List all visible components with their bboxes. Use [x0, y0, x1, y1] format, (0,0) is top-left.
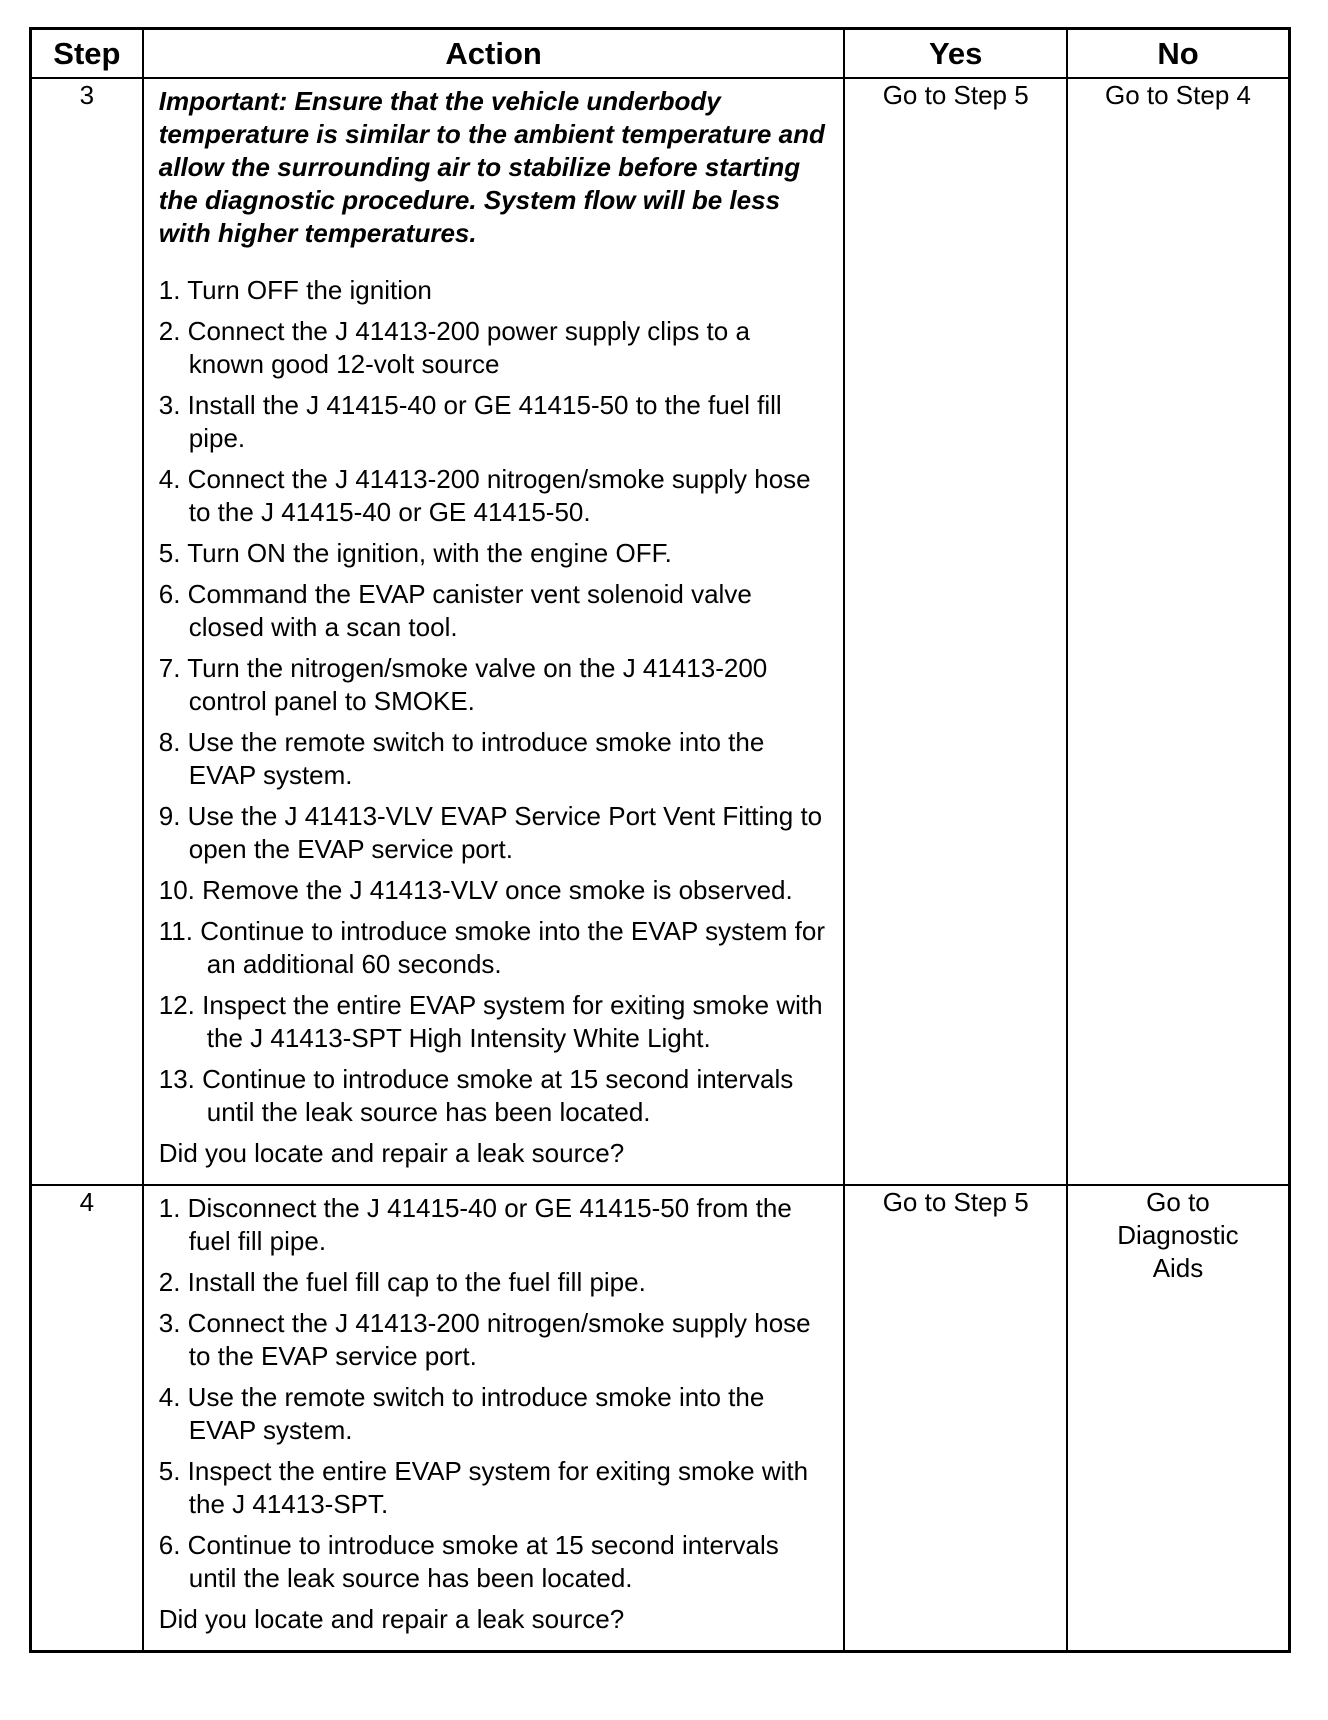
table-row-step-4	[31, 1185, 1290, 1652]
list-item: 7. Turn the nitrogen/smoke valve on the J 41413-200 control panel to SMOKE.	[158, 653, 768, 716]
list-item: 1. Disconnect the J 41415-40 or GE 41415-50 from the fuel fill pipe.	[158, 1193, 792, 1256]
list-item: 5. Inspect the entire EVAP system for exiting smoke with the J 41413-SPT.	[158, 1456, 809, 1519]
list-item: 6. Continue to introduce smoke at 15 second intervals until the leak source has been located.	[158, 1530, 779, 1593]
no-result-line: Go to	[1146, 1187, 1210, 1217]
list-item: 1. Turn OFF the ignition	[158, 275, 432, 305]
list-item: 4. Connect the J 41413-200 nitrogen/smoke supply hose to the J 41415-40 or GE 41415-50.	[158, 464, 811, 527]
list-item: 5. Turn ON the ignition, with the engine OFF.	[158, 538, 672, 568]
list-item: 2. Connect the J 41413-200 power supply clips to a known good 12-volt source	[158, 316, 750, 379]
action-cell	[143, 1185, 845, 1652]
no-result-line: Diagnostic	[1117, 1220, 1239, 1250]
diagnostic-table	[29, 27, 1291, 1653]
list-item: 9. Use the J 41413-VLV EVAP Service Port Vent Fitting to open the EVAP service port.	[158, 801, 823, 864]
header-no: No	[1067, 29, 1290, 79]
action-cell	[143, 78, 845, 1185]
yes-result: Go to Step 5	[844, 78, 1067, 1185]
no-result	[1067, 1185, 1290, 1652]
list-item: 8. Use the remote switch to introduce smoke into the EVAP system.	[158, 727, 765, 790]
header-action: Action	[143, 29, 845, 79]
list-item: 13. Continue to introduce smoke at 15 second intervals until the leak source has been located.	[158, 1064, 794, 1127]
question-text: Did you locate and repair a leak source?	[158, 1138, 625, 1168]
no-result-line: Aids	[1152, 1253, 1204, 1283]
step-number: 4	[31, 1185, 143, 1652]
procedure-list	[159, 1192, 832, 1595]
list-item: 2. Install the fuel fill cap to the fuel fill pipe.	[158, 1267, 646, 1297]
table-row-step-3	[31, 78, 1290, 1185]
header-yes: Yes	[844, 29, 1067, 79]
important-note: Important: Ensure that the vehicle underbody temperature is similar to the ambient temperature and allow the surrounding air to stabilize before starting the diagnostic procedure. System flow will be less with higher temperatures.	[158, 86, 825, 248]
list-item: 6. Command the EVAP canister vent solenoid valve closed with a scan tool.	[158, 579, 752, 642]
question-text: Did you locate and repair a leak source?	[158, 1604, 625, 1634]
list-item: 3. Install the J 41415-40 or GE 41415-50 to the fuel fill pipe.	[158, 390, 782, 453]
list-item: 4. Use the remote switch to introduce smoke into the EVAP system.	[158, 1382, 765, 1445]
no-result: Go to Step 4	[1067, 78, 1290, 1185]
step-number: 3	[31, 78, 143, 1185]
list-item: 3. Connect the J 41413-200 nitrogen/smoke supply hose to the EVAP service port.	[158, 1308, 811, 1371]
header-step: Step	[31, 29, 143, 79]
header-row	[31, 29, 1290, 79]
yes-result: Go to Step 5	[844, 1185, 1067, 1652]
procedure-list	[159, 274, 832, 1129]
list-item: 12. Inspect the entire EVAP system for exiting smoke with the J 41413-SPT High Intensity White Light.	[158, 990, 823, 1053]
list-item: 11. Continue to introduce smoke into the EVAP system for an additional 60 seconds.	[158, 916, 826, 979]
list-item: 10. Remove the J 41413-VLV once smoke is observed.	[158, 875, 793, 905]
